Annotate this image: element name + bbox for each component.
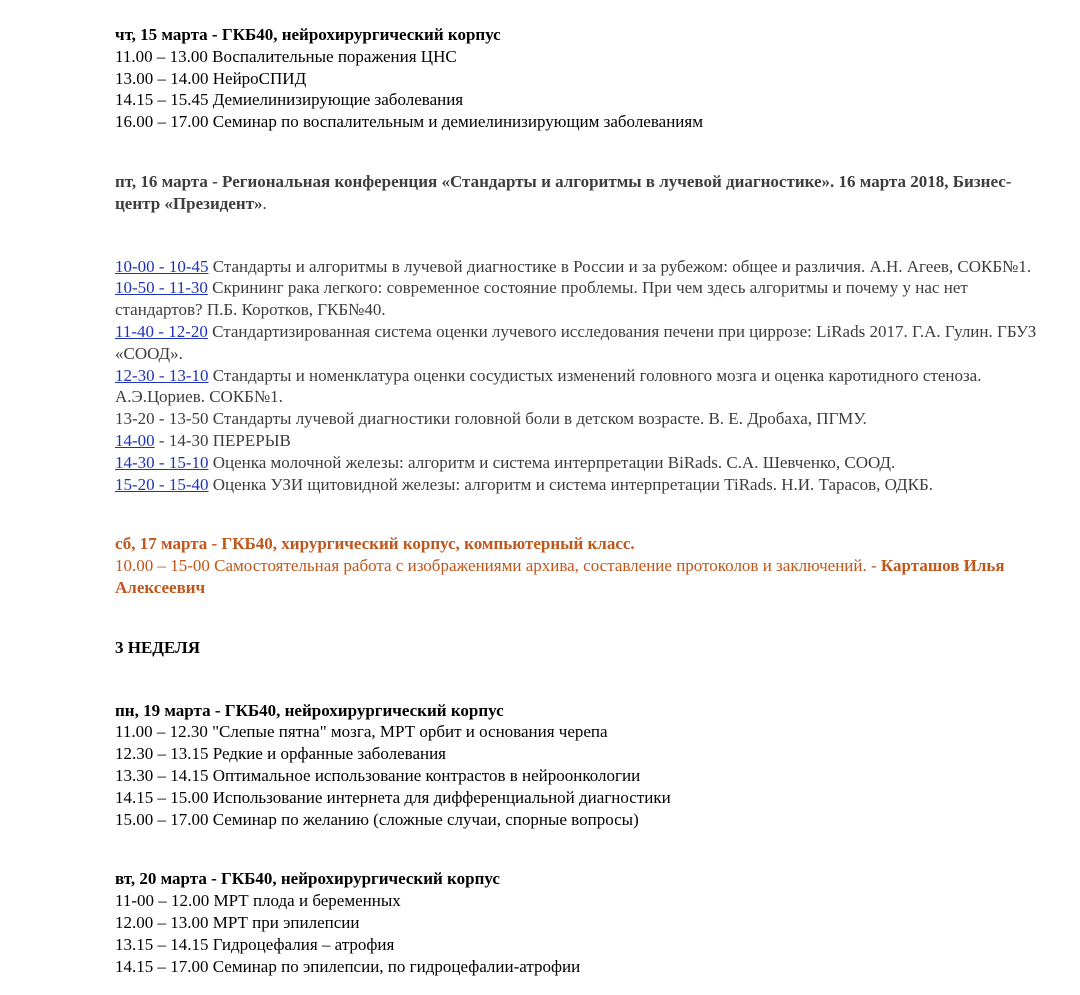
talk-time-link[interactable]: 14-30 - 15-10 [115,452,209,472]
schedule-item: 11.00 – 12.30 "Слепые пятна" мозга, МРТ орбит и основания черепа [115,722,608,742]
talk-item [115,474,1040,496]
day-heading: пн, 19 марта - ГКБ40, нейрохирургический корпус [115,700,504,720]
day-heading: сб, 17 марта - ГКБ40, хирургический корпус, компьютерный класс. [115,534,635,554]
heading-period: . [262,193,267,213]
schedule-item [115,555,1040,599]
talk-item [115,430,1040,452]
day-tue-20 [115,868,1040,977]
conference-title: пт, 16 марта - Региональная конференция «Стандарты и алгоритмы в лучевой диагностике». 16 марта 2018, Бизнес-центр «Президент» [115,171,1012,213]
day-mon-19 [115,700,1040,831]
day-thu-15 [115,24,1040,133]
talk-description: Стандартизированная система оценки лучевого исследования печени при циррозе: LiRads 2017. Г.А. Гулин. ГБУЗ «СООД». [115,321,1037,363]
talk-time-link[interactable]: 14-00 [115,430,155,450]
talk-description: Оценка молочной железы: алгоритм и система интерпретации BiRads. С.А. Шевченко, СООД. [208,452,896,472]
talk-item [115,365,1040,409]
talk-description: - 14-30 ПЕРЕРЫВ [154,430,291,450]
instructor-name: Карташов Илья Алексеевич [115,556,1005,597]
talk-time-link[interactable]: 10-00 - 10-45 [115,256,209,276]
schedule-item: 16.00 – 17.00 Семинар по воспалительным и демиелинизирующим заболеваниям [115,112,703,132]
talk-description: Скрининг рака легкого: современное состояние проблемы. При чем здесь алгоритмы и почему у нас нет стандартов? П.Б. Коротков, ГКБ№40. [115,278,968,320]
talk-time-link[interactable]: 10-50 - 11-30 [115,278,208,298]
schedule-item: 14.15 – 15.00 Использование интернета для дифференциальной диагностики [115,787,671,807]
schedule-item: 11.00 – 13.00 Воспалительные поражения ЦНС [115,46,457,66]
day-fri-16 [115,171,1040,215]
schedule-text: 10.00 – 15-00 Самостоятельная работа с изображениями архива, составление протоколов и заключений. - [115,556,881,576]
schedule-item: 13.15 – 14.15 Гидроцефалия – атрофия [115,934,395,954]
talk-item [115,277,1040,321]
week-heading: 3 НЕДЕЛЯ [115,637,201,657]
talk-description: Оценка УЗИ щитовидной железы: алгоритм и система интерпретации TiRads. Н.И. Тарасов, ОДКБ. [208,474,933,494]
week-section [115,637,1040,659]
talk-item [115,256,1040,278]
schedule-item: 12.30 – 13.15 Редкие и орфанные заболевания [115,744,447,764]
schedule-item: 13.00 – 14.00 НейроСПИД [115,68,307,88]
talk-item: 13-20 - 13-50 Стандарты лучевой диагностики головной боли в детском возрасте. В. Е. Дробаха, ПГМУ. [115,409,867,429]
schedule-item: 14.15 – 17.00 Семинар по эпилепсии, по гидроцефалии-атрофии [115,956,581,976]
conference-program [115,256,1040,496]
schedule-item: 11-00 – 12.00 МРТ плода и беременных [115,891,401,911]
talk-time-link[interactable]: 12-30 - 13-10 [115,365,209,385]
talk-description: Стандарты и номенклатура оценки сосудистых изменений головного мозга и оценка каротидного стеноза. А.Э.Цориев. СОКБ№1. [115,365,982,407]
schedule-item: 15.00 – 17.00 Семинар по желанию (сложные случаи, спорные вопросы) [115,809,639,829]
schedule-item: 14.15 – 15.45 Демиелинизирующие заболевания [115,90,464,110]
talk-item [115,452,1040,474]
schedule-item: 12.00 – 13.00 МРТ при эпилепсии [115,912,360,932]
day-heading: вт, 20 марта - ГКБ40, нейрохирургический корпус [115,869,500,889]
talk-time-link[interactable]: 15-20 - 15-40 [115,474,209,494]
talk-item [115,321,1040,365]
talk-description: Стандарты и алгоритмы в лучевой диагностике в России и за рубежом: общее и различия. А.Н. Агеев, СОКБ№1. [208,256,1032,276]
schedule-item: 13.30 – 14.15 Оптимальное использование контрастов в нейроонкологии [115,765,641,785]
day-heading [115,171,1040,215]
day-sat-17 [115,533,1040,598]
talk-time-link[interactable]: 11-40 - 12-20 [115,321,208,341]
day-heading: чт, 15 марта - ГКБ40, нейрохирургический корпус [115,25,501,44]
